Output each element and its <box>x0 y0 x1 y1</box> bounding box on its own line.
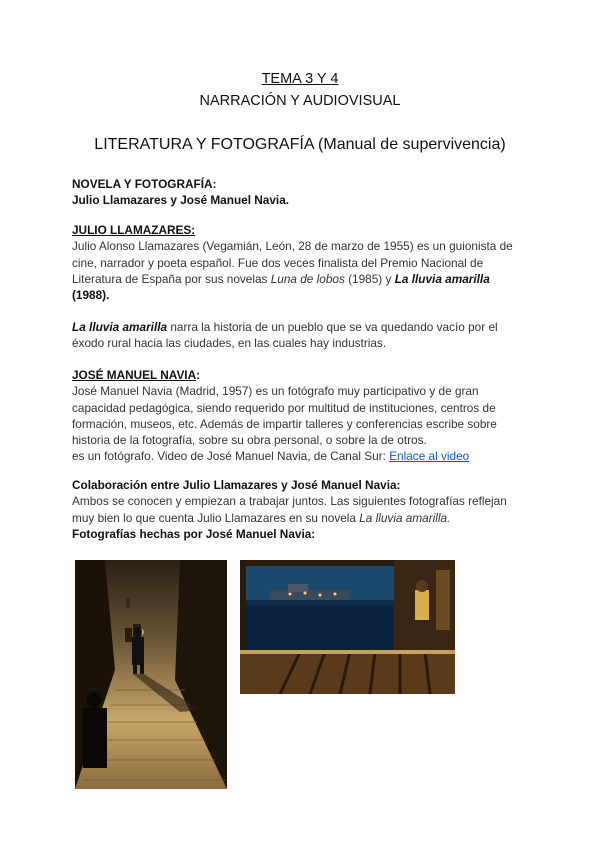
navia-line4: historia de la fotografía, sobre su obra personal, o sobre la de otros. <box>72 433 427 448</box>
collab-novel: La lluvia amarilla. <box>359 510 451 525</box>
llamazares-heading: JULIO LLAMAZARES: <box>72 223 196 237</box>
llamazares-line2: cine, narrador y poeta español. Fue dos veces finalista del Premio Nacional de <box>72 255 484 270</box>
summary-line2: éxodo rural hacia las ciudades, en las cuales hay industrias. <box>72 336 387 351</box>
photo-alley-stairs-graphic <box>75 560 227 789</box>
navia-line5: es un fotógrafo. Video de José Manuel Navia, de Canal Sur: Enlace al video <box>72 449 470 464</box>
title-literatura: LITERATURA Y FOTOGRAFÍA (Manual de supervivencia) <box>94 136 506 153</box>
intro-section <box>72 176 532 209</box>
navia-section <box>72 367 532 465</box>
llamazares-section <box>72 222 532 303</box>
summary-line1: La lluvia amarilla narra la historia de un pueblo que se va quedando vacío por el <box>72 320 498 334</box>
novel-luna-de-lobos: Luna de lobos <box>270 271 345 286</box>
navia-heading-line: JOSÉ MANUEL NAVIA: <box>72 368 201 382</box>
llamazares-line3: Literatura de España por sus novelas Luna de lobos (1985) y La lluvia amarilla <box>72 271 490 286</box>
summary-title: La lluvia amarilla <box>72 320 168 334</box>
intro-heading: NOVELA Y FOTOGRAFÍA: <box>72 177 217 191</box>
navia-heading: JOSÉ MANUEL NAVIA <box>72 368 197 382</box>
navia-line2: capacidad pedagógica, siendo requerido por multitud de instituciones, centros de <box>72 400 496 415</box>
collab-section <box>72 477 532 542</box>
video-link[interactable]: Enlace al video <box>389 449 470 464</box>
title-tema: TEMA 3 Y 4 <box>261 71 339 87</box>
collab-line2: muy bien lo que cuenta Julio Llamazares en su novela La lluvia amarilla. <box>72 510 451 525</box>
navia-line1: José Manuel Navia (Madrid, 1957) es un fotógrafo muy participativo y de gran <box>72 384 479 399</box>
intro-subheading: Julio Llamazares y José Manuel Navia. <box>72 193 290 208</box>
collab-heading: Colaboración entre Julio Llamazares y José Manuel Navia: <box>72 478 401 492</box>
photo-ferry-window-graphic <box>240 560 455 694</box>
collab-line1: Ambos se conocen y empiezan a trabajar juntos. Las siguientes fotografías reflejan <box>72 494 507 509</box>
photo-alley-stairs <box>75 560 227 789</box>
title-narracion: NARRACIÓN Y AUDIOVISUAL <box>199 93 401 109</box>
navia-line3: formación, museos, etc. Además de impartir talleres y conferencias escribe sobre <box>72 416 497 431</box>
novel-lluvia-amarilla: La lluvia amarilla <box>394 271 490 286</box>
photo-ferry-window <box>240 560 455 694</box>
summary-section <box>72 319 532 352</box>
llamazares-line1: Julio Alonso Llamazares (Vegamián, León, 28 de marzo de 1955) es un guionista de <box>72 239 513 254</box>
photos-heading: Fotografías hechas por José Manuel Navia: <box>72 526 316 541</box>
llamazares-line4: (1988). <box>72 288 110 303</box>
